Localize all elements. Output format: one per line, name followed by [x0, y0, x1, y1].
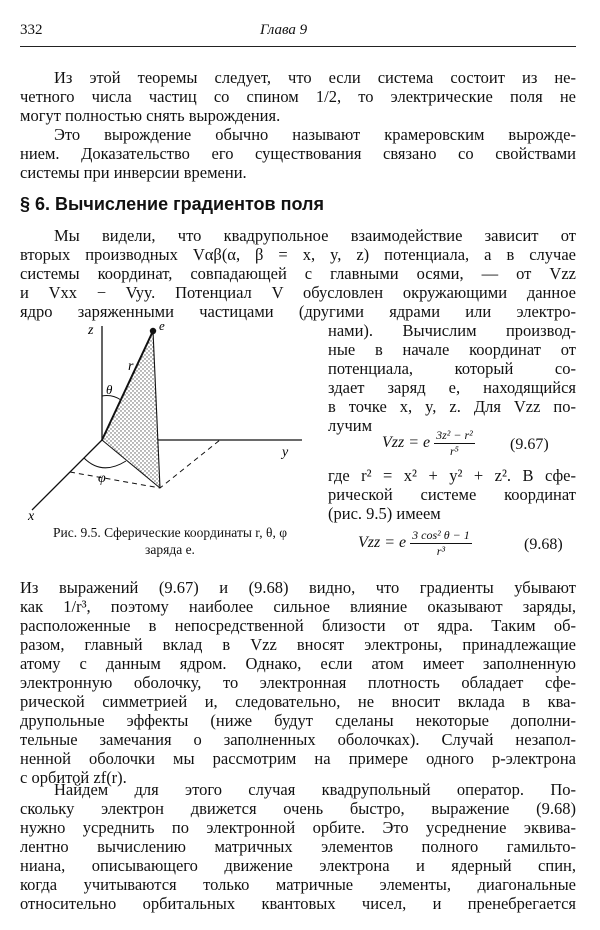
text-line: Из выражений (9.67) и (9.68) видно, что градиенты убывают [20, 578, 576, 597]
right-column-text [328, 321, 576, 435]
figure-caption [20, 524, 320, 558]
text-line: лучим [328, 416, 373, 435]
text-line: в точке x, y, z. Для Vzz по- [328, 397, 576, 416]
equation-fraction [410, 528, 472, 559]
x-axis [32, 440, 102, 510]
e-label: e [159, 318, 165, 333]
text-line: здает заряд e, находящийся [328, 378, 576, 397]
section-title: § 6. Вычисление градиентов поля [20, 194, 324, 214]
text-line: когда учитываются только матричные элементы, диагональные [20, 875, 576, 894]
main-paragraph [20, 226, 576, 321]
text-line: где r² = x² + y² + z². В сфе- [328, 466, 576, 485]
fraction-numerator: 3z² − r² [436, 428, 473, 442]
text-line: нием. Доказательство его существования связано со свойствами [20, 144, 576, 163]
equation-number: (9.67) [510, 436, 549, 453]
running-header: Глава 9 [260, 22, 308, 38]
text-line: (рис. 9.5) имеем [328, 504, 441, 523]
text-line: могут полностью снять вырождения. [20, 106, 281, 125]
text-line: системы координат, совпадающей с главными осями, — от Vzz [20, 264, 576, 283]
phi-arc [84, 458, 126, 468]
caption-line: Рис. 9.5. Сферические координаты r, θ, φ [52, 525, 288, 540]
paragraph-gradients [20, 578, 576, 787]
text-line: ненной оболочки мы рассмотрим на примере одного p-электрона [20, 749, 576, 768]
text-line: рической системе координат [328, 485, 576, 504]
text-line: с орбитой zf(r). [20, 768, 127, 787]
text-line: тельные замечания о заполненных оболочках). Случай незапол- [20, 730, 576, 749]
intro-paragraph-1 [20, 68, 576, 125]
text-line: ные в начале координат от [328, 340, 576, 359]
text-line: разом, главный вклад в Vzz вносят электроны, принадлежащие [20, 635, 576, 654]
charge-point [150, 328, 156, 334]
text-line: лентно вычислению матричных элементов полного гамильто- [20, 837, 576, 856]
text-line: электронную оболочку, то электронная плотность обладает сфе- [20, 673, 576, 692]
text-line: Из этой теоремы следует, что если система состоит из не- [54, 68, 576, 87]
paragraph-quadrupole-operator [20, 780, 576, 913]
text-line: нами). Вычислим производ- [328, 321, 576, 340]
equation-lhs: Vzz = e [358, 534, 407, 552]
z-label: z [88, 323, 94, 338]
spherical-coordinates-figure [20, 318, 320, 558]
equation-fraction [434, 428, 475, 459]
equation-lhs: Vzz = e [382, 434, 431, 452]
text-line: рической симметрией и, следовательно, не вносит вклада в ква- [20, 692, 576, 711]
fraction-denominator: r⁵ [450, 444, 459, 458]
x-label: x [28, 509, 35, 524]
text-line: Это вырождение обычно называют крамеровским вырожде- [54, 125, 576, 144]
fraction-numerator: 3 cos² θ − 1 [412, 528, 470, 542]
equation-9-67 [382, 428, 576, 468]
fraction-denominator: r³ [436, 544, 446, 558]
text-line: вторых производных Vαβ(α, β = x, y, z) потенциала, а в случае [20, 245, 576, 264]
text-line: потенциала, который со- [328, 359, 576, 378]
text-line: нужно усреднить по электронной орбите. Это усреднение эквива- [20, 818, 576, 837]
text-line: системы при инверсии времени. [20, 163, 247, 182]
text-line: относительно орбитальных квантовых чисел, и пренебрегается [20, 894, 576, 913]
text-line: расположенные в непосредственной близости от ядра. Таким об- [20, 616, 576, 635]
text-line: ядро заряженными частицами (другими ядрами или электро- [20, 302, 576, 321]
text-line: скольку электрон движется очень быстро, выражение (9.68) [20, 799, 576, 818]
header-rule [20, 46, 576, 47]
equation-number: (9.68) [524, 536, 563, 553]
text-line: Найдем для этого случая квадрупольный оператор. По- [54, 780, 576, 799]
text-line: друпольные эффекты (ниже будут сделаны некоторые дополни- [20, 711, 576, 730]
y-label: y [282, 445, 289, 460]
text-line: ниана, описывающего движение электрона и ядерный спин, [20, 856, 576, 875]
caption-line: заряда e. [145, 542, 195, 557]
right-column-text-2 [328, 466, 576, 523]
equation-9-68 [358, 528, 576, 568]
text-line: четного числа частиц со спином 1/2, то электрические поля не [20, 87, 576, 106]
text-line: атому с данным ядром. Однако, если атом имеет заполненную [20, 654, 576, 673]
page-number: 332 [20, 22, 43, 38]
text-line: Мы видели, что квадрупольное взаимодействие зависит от [54, 226, 576, 245]
theta-label: θ [106, 382, 113, 397]
text-line: как 1/r³, поэтому наиболее сильное влияние оказывают заряды, [20, 597, 576, 616]
r-label: r [128, 359, 134, 374]
phi-label: φ [98, 471, 106, 486]
intro-paragraph-2 [20, 125, 576, 182]
text-line: и Vxx − Vyy. Потенциал V обусловлен окружающими данное [20, 283, 576, 302]
